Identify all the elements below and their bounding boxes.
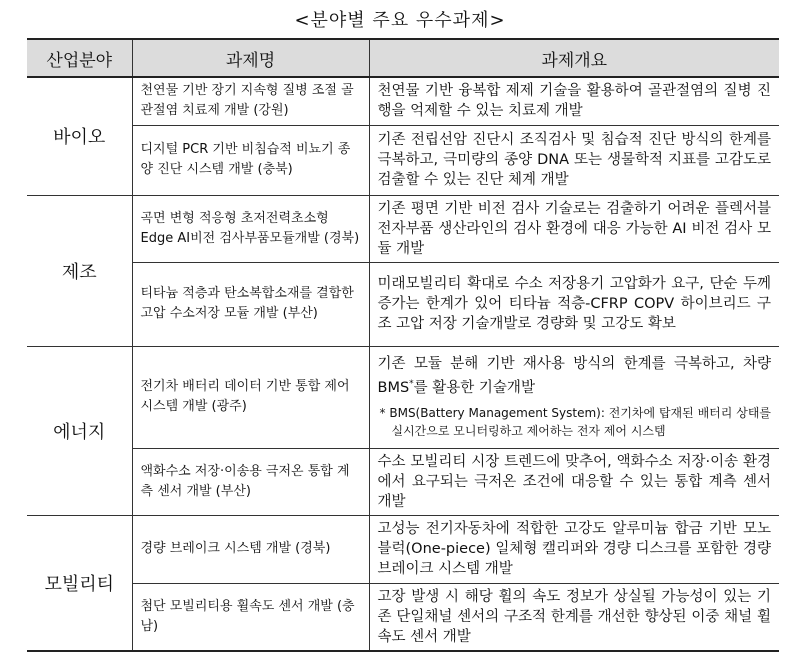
field-cell: 모빌리티 <box>27 515 132 651</box>
task-summary-cell: 기존 전립선암 진단시 조직검사 및 침습적 진단 방식의 한계를 극복하고, 극미량의 종양 DNA 또는 생물학적 지표를 고감도로 검출할 수 있는 진단 체계 개발 <box>369 125 779 195</box>
task-name-cell: 천연물 기반 장기 지속형 질병 조절 골관절염 치료제 개발 (강원) <box>132 77 369 125</box>
task-name-cell: 디지털 PCR 기반 비침습적 비뇨기 종양 진단 시스템 개발 (충북) <box>132 125 369 195</box>
table-row <box>27 515 779 583</box>
task-table <box>27 38 779 652</box>
header-summary: 과제개요 <box>369 39 779 77</box>
task-summary-cell <box>369 346 779 448</box>
task-summary-cell: 기존 평면 기반 비전 검사 기술로는 검출하기 어려운 플렉서블 전자부품 생산라인의 검사 환경에 대응 가능한 AI 비전 검사 모듈 개발 <box>369 195 779 262</box>
task-summary-cell: 미래모빌리티 확대로 수소 저장용기 고압화가 요구, 단순 두께 증가는 한계가 있어 티타늄 적층-CFRP COPV 하이브리드 구조 고압 저장 기술개발로 경량화 및 고강도 확보 <box>369 262 779 346</box>
table-row <box>27 195 779 262</box>
task-summary-cell: 고성능 전기자동차에 적합한 고강도 알루미늄 합금 기반 모노블럭(One-piece) 일체형 캘리퍼와 경량 디스크를 포함한 경량 브레이크 시스템 개발 <box>369 515 779 583</box>
task-name-cell: 액화수소 저장·이송용 극저온 통합 계측 센서 개발 (부산) <box>132 448 369 515</box>
task-name-cell: 첨단 모빌리티용 휠속도 센서 개발 (충남) <box>132 583 369 651</box>
field-cell: 에너지 <box>27 346 132 515</box>
table-row <box>27 346 779 448</box>
table-row <box>27 262 779 346</box>
table-row <box>27 77 779 125</box>
table-row <box>27 125 779 195</box>
task-name-cell: 경량 브레이크 시스템 개발 (경북) <box>132 515 369 583</box>
task-summary-cell: 천연물 기반 융복합 제제 기술을 활용하여 골관절염의 질병 진행을 억제할 수 있는 치료제 개발 <box>369 77 779 125</box>
header-name: 과제명 <box>132 39 369 77</box>
task-name-cell: 전기차 배터리 데이터 기반 통합 제어시스템 개발 (광주) <box>132 346 369 448</box>
header-field: 산업분야 <box>27 39 132 77</box>
summary-text: 를 활용한 기술개발 <box>413 379 535 396</box>
task-summary-cell: 수소 모빌리티 시장 트렌드에 맞추어, 액화수소 저장·이송 환경에서 요구되는 극저온 조건에 대응할 수 있는 통합 계측 센서 개발 <box>369 448 779 515</box>
task-summary-cell: 고장 발생 시 해당 휠의 속도 정보가 상실될 가능성이 있는 기존 단일채널 센서의 구조적 한계를 개선한 향상된 이중 채널 휠 속도 센서 개발 <box>369 583 779 651</box>
table-header-row <box>27 39 779 77</box>
footnote-text: * BMS(Battery Management System): 전기차에 탑재된 배터리 상태를 실시간으로 모니터링하고 제어하는 전자 제어 시스템 <box>379 405 771 438</box>
page-title: <분야별 주요 우수과제> <box>294 10 506 31</box>
task-name-cell: 곡면 변형 적응형 초저전력초소형 Edge AI비전 검사부품모듈개발 (경북) <box>132 195 369 262</box>
summary-text: 기존 모듈 분해 기반 재사용 방식의 한계를 극복하고, 차량 BMS <box>377 356 771 396</box>
field-cell: 바이오 <box>27 77 132 195</box>
footnote-mark: * <box>409 379 414 390</box>
table-row <box>27 583 779 651</box>
table-row <box>27 448 779 515</box>
task-name-cell: 티타늄 적층과 탄소복합소재를 결합한 고압 수소저장 모듈 개발 (부산) <box>132 262 369 346</box>
field-cell: 제조 <box>27 195 132 346</box>
